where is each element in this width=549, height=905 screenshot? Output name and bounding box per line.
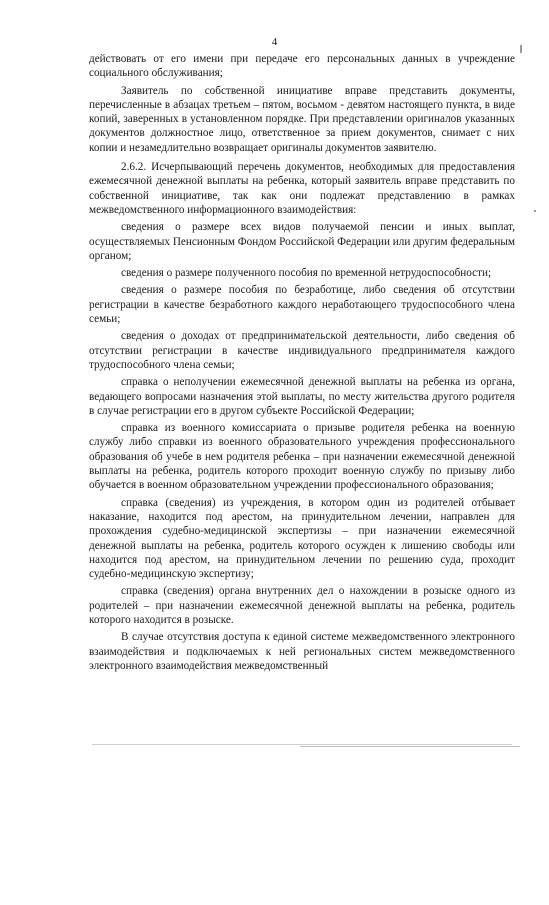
list-item: сведения о размере полученного пособия по временной нетрудоспособности; xyxy=(121,267,492,280)
list-item: сведения о размере пособия по безработице, либо сведения об отсутствии регистрации в качестве безработного каждого неработающего трудоспособного члена семьи; xyxy=(89,284,515,326)
list-item: справка о неполучении ежемесячной денежной выплаты на ребенка из органа, ведающего вопросами назначения этой выплаты, по месту жительства другого родителя в случае регистрации его в другом субъекте Российской Федерации; xyxy=(89,376,515,417)
scan-artifact-line xyxy=(300,746,520,747)
paragraph: Заявитель по собственной инициативе вправе представить документы, перечисленные в абзацах третьем – пятом, восьмом - девятом настоящего пункта, в виде копий, заверенных в установленном порядке. При представлении оригиналов указанных документов должностное лицо, ответственное за прием документов, снимает с них копии и незамедлительно возвращает оригиналы документов заявителю. xyxy=(89,84,515,154)
scan-artifact-mark xyxy=(520,45,522,53)
paragraph: В случае отсутствия доступа к единой системе межведомственного электронного взаимодействия и подключаемых к ней региональных систем межведомственного электронного взаимодействия межведомственный xyxy=(89,631,515,672)
list-item: справка из военного комиссариата о призыве родителя ребенка на военную службу либо справки из военного образовательного учреждения профессионального образования об учебе в нем родителя ребенка – при назначении ежемесячной денежной выплаты на ребенка, родитель которого проходит военную службу по призыву либо обучается в военном образовательном учреждении профессионального образования; xyxy=(89,422,515,492)
scan-artifact-line xyxy=(92,744,512,745)
list-item: справка (сведения) органа внутренних дел о нахождении в розыске одного из родителей – при назначении ежемесячной денежной выплаты на ребенка, родитель которого находится в розыске. xyxy=(89,585,515,626)
page-number: 4 xyxy=(271,36,278,48)
scan-artifact-mark xyxy=(534,210,536,212)
document-body xyxy=(89,52,515,673)
list-item: сведения о размере всех видов получаемой пенсии и иных выплат, осуществляемых Пенсионным Фондом Российской Федерации или другим федеральным органом; xyxy=(89,221,515,262)
paragraph-continuation: действовать от его имени при передаче его персональных данных в учреждение социального обслуживания; xyxy=(89,53,515,80)
list-item: справка (сведения) из учреждения, в котором один из родителей отбывает наказание, находится под арестом, на принудительном лечении, направлен для прохождения судебно-медицинской экспертизы – при назначении ежемесячной денежной выплаты на ребенка, родитель которого осужден к лишению свободы или находится под арестом, на принудительном лечении по решению суда, проходит судебно-медицинскую экспертизу; xyxy=(89,496,515,581)
paragraph-section-2-6-2: 2.6.2. Исчерпывающий перечень документов, необходимых для предоставления ежемесячной денежной выплаты на ребенка, который заявитель вправе представить по собственной инициативе, так как они подлежат представлению в рамках межведомственного информационного взаимодействия: xyxy=(89,161,515,216)
list-item: сведения о доходах от предпринимательской деятельности, либо сведения об отсутствии регистрации в качестве индивидуального предпринимателя каждого трудоспособного члена семьи; xyxy=(89,330,515,371)
